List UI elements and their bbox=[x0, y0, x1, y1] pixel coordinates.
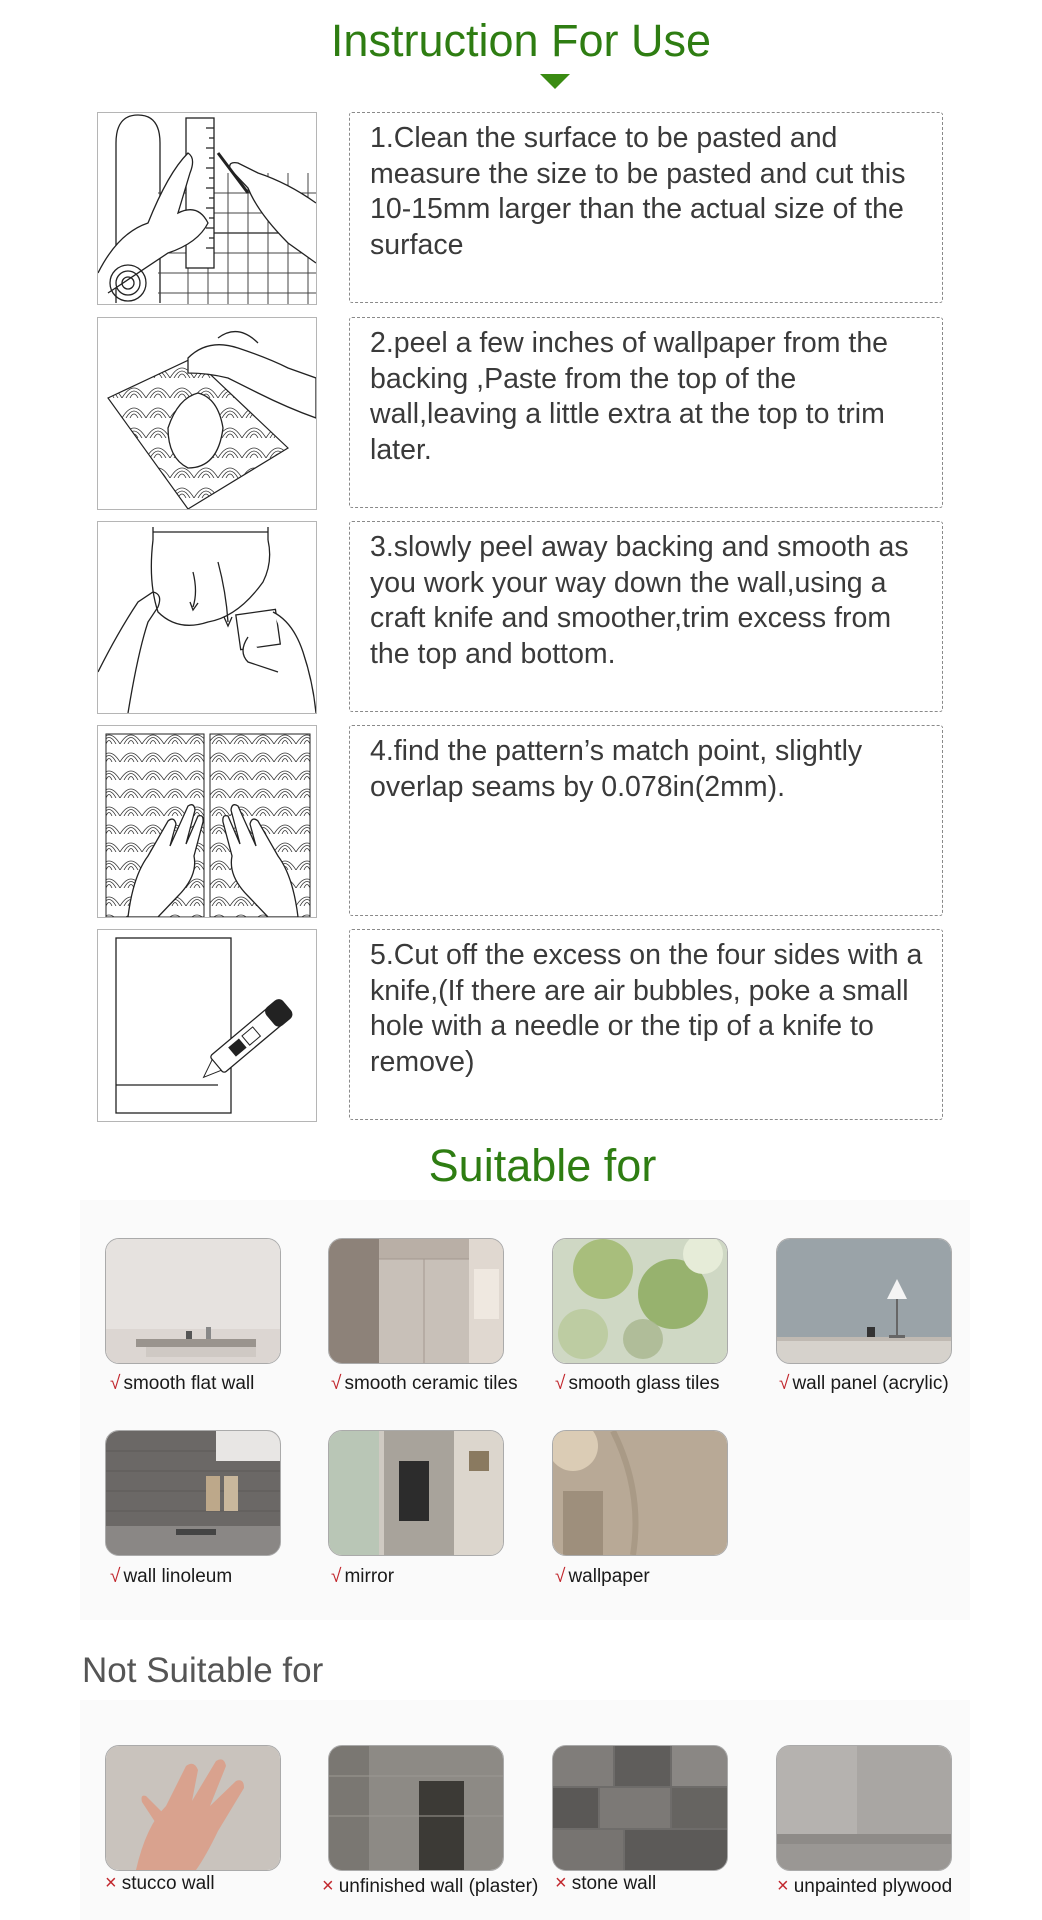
check-icon: √ bbox=[555, 1566, 566, 1587]
not-suitable-item bbox=[555, 1872, 656, 1895]
instruction-title: Instruction For Use bbox=[330, 15, 712, 66]
check-icon: √ bbox=[331, 1566, 342, 1587]
step-4-box bbox=[349, 725, 943, 916]
wall-panel-acrylic-image bbox=[776, 1238, 952, 1364]
cross-icon: × bbox=[777, 1875, 789, 1897]
step-4-text: 4.find the pattern’s match point, slightly overlap seams by 0.078in(2mm). bbox=[370, 735, 863, 803]
smooth-flat-wall-image bbox=[105, 1238, 281, 1364]
mirror-image bbox=[328, 1430, 504, 1556]
suitable-item-label: wallpaper bbox=[568, 1566, 650, 1587]
suitable-item bbox=[555, 1373, 719, 1395]
section-arrow-icon bbox=[540, 74, 570, 89]
cross-icon: × bbox=[555, 1872, 567, 1894]
suitable-item bbox=[110, 1566, 232, 1588]
step-3-text: 3.slowly peel away backing and smooth as you work your way down the wall,using a craft knife and smoother,trim excess from the top and bottom. bbox=[370, 531, 909, 670]
step-3-box bbox=[349, 521, 943, 712]
cross-icon: × bbox=[322, 1875, 334, 1897]
step-2-text: 2.peel a few inches of wallpaper from the backing ,Paste from the top of the wall,leaving a little extra at the top to trim later. bbox=[370, 327, 889, 466]
suitable-item-label: wall panel (acrylic) bbox=[792, 1373, 949, 1394]
not-suitable-item-label: stucco wall bbox=[121, 1873, 215, 1894]
suitable-item bbox=[779, 1373, 949, 1395]
step-5-box bbox=[349, 929, 943, 1120]
step-5-text: 5.Cut off the excess on the four sides with a knife,(If there are air bubbles, poke a small hole with a needle or the tip of a knife to remove) bbox=[370, 939, 923, 1078]
suitable-title: Suitable for bbox=[428, 1140, 657, 1191]
wallpaper-image bbox=[552, 1430, 728, 1556]
suitable-item-label: smooth glass tiles bbox=[568, 1373, 720, 1394]
suitable-item-label: smooth flat wall bbox=[123, 1373, 255, 1394]
suitable-item-label: smooth ceramic tiles bbox=[344, 1373, 518, 1394]
step-2-box bbox=[349, 317, 943, 508]
not-suitable-item-label: stone wall bbox=[571, 1873, 657, 1894]
suitable-item bbox=[555, 1566, 650, 1588]
not-suitable-item-label: unfinished wall (plaster) bbox=[338, 1876, 539, 1897]
match-pattern-icon bbox=[98, 726, 316, 917]
not-suitable-item bbox=[322, 1875, 538, 1898]
peel-paste-icon bbox=[98, 318, 316, 509]
not-suitable-item bbox=[105, 1872, 215, 1895]
not-suitable-item bbox=[777, 1875, 952, 1898]
check-icon: √ bbox=[779, 1373, 790, 1394]
wall-linoleum-image bbox=[105, 1430, 281, 1556]
step-3-illustration bbox=[97, 521, 317, 714]
smooth-glass-tiles-image bbox=[552, 1238, 728, 1364]
unfinished-wall-image bbox=[328, 1745, 504, 1871]
step-4-illustration bbox=[97, 725, 317, 918]
check-icon: √ bbox=[331, 1373, 342, 1394]
check-icon: √ bbox=[110, 1373, 121, 1394]
not-suitable-title: Not Suitable for bbox=[82, 1651, 324, 1690]
smooth-down-icon bbox=[98, 522, 316, 713]
suitable-item-label: wall linoleum bbox=[123, 1566, 233, 1587]
check-icon: √ bbox=[555, 1373, 566, 1394]
step-1-illustration bbox=[97, 112, 317, 305]
measure-cut-icon bbox=[98, 113, 316, 304]
suitable-item bbox=[331, 1566, 394, 1588]
unpainted-plywood-image bbox=[776, 1745, 952, 1871]
suitable-item bbox=[331, 1373, 518, 1395]
suitable-item bbox=[110, 1373, 254, 1395]
step-2-illustration bbox=[97, 317, 317, 510]
knife-trim-icon bbox=[98, 930, 316, 1121]
stucco-wall-image bbox=[105, 1745, 281, 1871]
check-icon: √ bbox=[110, 1566, 121, 1587]
smooth-ceramic-tiles-image bbox=[328, 1238, 504, 1364]
suitable-item-label: mirror bbox=[344, 1566, 395, 1587]
not-suitable-item-label: unpainted plywood bbox=[793, 1876, 953, 1897]
cross-icon: × bbox=[105, 1872, 117, 1894]
step-5-illustration bbox=[97, 929, 317, 1122]
stone-wall-image bbox=[552, 1745, 728, 1871]
step-1-text: 1.Clean the surface to be pasted and measure the size to be pasted and cut this 10-15mm larger than the actual size of the surface bbox=[370, 122, 906, 261]
step-1-box bbox=[349, 112, 943, 303]
